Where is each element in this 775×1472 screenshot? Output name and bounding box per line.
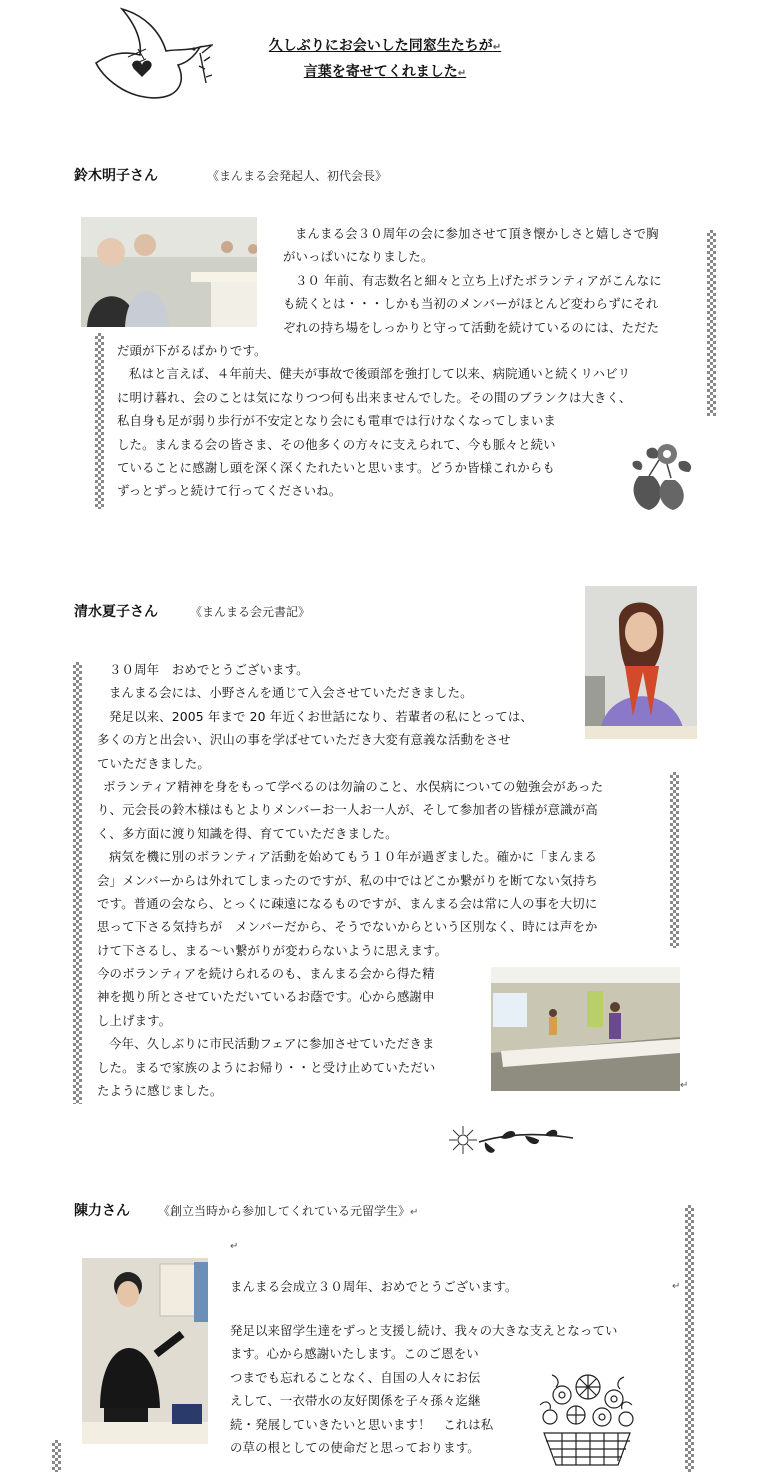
text-line: に明け暮れ、会のことは気になりつつ何も出来ませんでした。その間のブランクは大きく、 xyxy=(117,389,632,405)
text-line: 続・発展していきたいと思います！ これは私 xyxy=(230,1416,494,1432)
text-line: 神を拠り所とさせていただいているお蔭です。心から感謝申 xyxy=(97,989,435,1005)
return-mark: ↵ xyxy=(680,1080,689,1091)
border-right-1 xyxy=(707,230,716,416)
text-line: の草の根としての使命だと思っております。 xyxy=(230,1439,480,1455)
border-right-3 xyxy=(685,1205,694,1472)
section-3-name: 陳力さん xyxy=(74,1203,130,1219)
text-line: 発足以来留学生達をずっと支援し続け、我々の大きな支えとなってい xyxy=(230,1323,618,1338)
text-line: 発足以来、2005 年まで 20 年近くお世話になり、若輩者の私にとっては、 xyxy=(109,708,533,724)
text-line: まんまる会成立３０周年、おめでとうございます。 xyxy=(230,1279,518,1294)
text-line: ボランティア精神を身をもって学べるのは勿論のこと、水俣病についての勉強会があった xyxy=(103,778,604,794)
border-left-1 xyxy=(95,333,104,509)
text-line: ずっとずっと続けて行ってくださいね。 xyxy=(117,483,342,499)
text-line: 私はと言えば、４年前夫、健夫が事故で後頭部を強打して以来、病院通いと続くリハビリ xyxy=(129,366,631,382)
text-line: ます。心から感謝いたします。このご恩をい xyxy=(230,1346,479,1362)
text-line: です。普通の会なら、とっくに疎遠になるものですが、まんまる会は常に人の事を大切に xyxy=(97,895,598,911)
flower-branch-illustration xyxy=(445,1120,575,1160)
section-2-name: 清水夏子さん xyxy=(74,604,158,620)
text-line: ていただきました。 xyxy=(97,755,210,771)
text-line: ３０ 年前、有志数名と細々と立ち上げたボランティアがこんなに xyxy=(295,272,662,288)
section-1-photo xyxy=(81,217,257,327)
section-1-role: 《まんまる会発起人、初代会長》 xyxy=(207,169,388,183)
text-line: まんまる会には、小野さんを通じて入会させていただきました。 xyxy=(109,685,473,701)
text-line: 私自身も足が弱り歩行が不安定となり会にも電車では行けなくなってしまいま xyxy=(117,413,556,429)
section-2-role: 《まんまる会元書記》 xyxy=(190,605,311,619)
dove-illustration xyxy=(88,5,213,100)
return-mark: ↵ xyxy=(672,1281,681,1292)
text-line: 多くの方と出会い、沢山の事を学ばせていただき大変有意義な活動をさせ xyxy=(97,732,511,748)
text-line: まんまる会３０周年の会に参加させて頂き懐かしさと嬉しさで胸 xyxy=(295,226,659,241)
border-right-2 xyxy=(670,772,679,948)
text-line: ていることに感謝し頭を深く深くたれたいと思います。どうか皆様これからも xyxy=(117,459,555,475)
text-line: けて下さるし、まる～い繋がりが変わらないように思えます。 xyxy=(97,942,448,958)
text-line: 会」メンバーからは外れてしまったのですが、私の中ではどこか繋がりを断てない気持ち xyxy=(97,872,598,888)
section-2-meeting-photo xyxy=(491,967,680,1091)
border-left-2 xyxy=(73,662,82,1104)
text-line: 思って下さる気持ちが メンバーだから、そうでないからという区別なく、時には声をか xyxy=(97,919,598,935)
strawberry-illustration xyxy=(625,432,697,512)
text-line: し上げます。 xyxy=(97,1012,172,1028)
text-line: ぞれの持ち場をしっかりと守って活動を続けているのには、ただた xyxy=(283,319,660,335)
section-3-photo xyxy=(82,1258,208,1444)
flower-basket-illustration xyxy=(532,1365,642,1469)
text-line: り、元会長の鈴木様はもとよりメンバーお一人お一人が、そして参加者の皆様が意識が高 xyxy=(97,802,598,818)
page-title: 久しぶりにお会いした同窓生たちが↵ 言葉を寄せてくれました↵ xyxy=(268,38,502,80)
text-line: した。まんまる会の皆さま、その他多くの方々に支えられて、今も脈々と続い xyxy=(117,436,556,452)
section-1-text-b xyxy=(117,339,631,503)
text-line: ３０周年 おめでとうございます。 xyxy=(109,662,309,677)
section-1-name: 鈴木明子さん xyxy=(74,168,158,184)
text-line: も続くとは・・・しかも当初のメンバーがほとんど変わらずにそれ xyxy=(283,296,659,312)
section-1-text-a xyxy=(283,222,662,339)
border-left-3 xyxy=(52,1440,61,1472)
text-line: 今のボランティアを続けられるのも、まんまる会から得た精 xyxy=(97,966,435,982)
text-line: えして、一衣帯水の友好関係を子々孫々迄継 xyxy=(230,1393,481,1409)
text-line: がいっぱいになりました。 xyxy=(283,249,434,265)
text-line: たように感じました。 xyxy=(97,1083,223,1099)
text-line: つまでも忘れることなく、自国の人々にお伝 xyxy=(230,1369,481,1385)
section-3-role: 《創立当時から参加してくれている元留学生》↵ xyxy=(158,1204,419,1218)
section-3-text-a xyxy=(230,1275,517,1298)
text-line: した。まるで家族のようにお帰り・・と受け止めていただい xyxy=(97,1059,436,1075)
text-line: 病気を機に別のボランティア活動を始めてもう１０年が過ぎました。確かに「まんまる xyxy=(109,849,598,865)
text-line: 今年、久しぶりに市民活動フェアに参加させていただきま xyxy=(109,1036,435,1052)
text-line: く、多方面に渡り知識を得、育てていただきました。 xyxy=(97,825,398,841)
text-line: だ頭が下がるばかりです。 xyxy=(117,343,267,358)
return-mark: ↵ xyxy=(230,1241,239,1252)
